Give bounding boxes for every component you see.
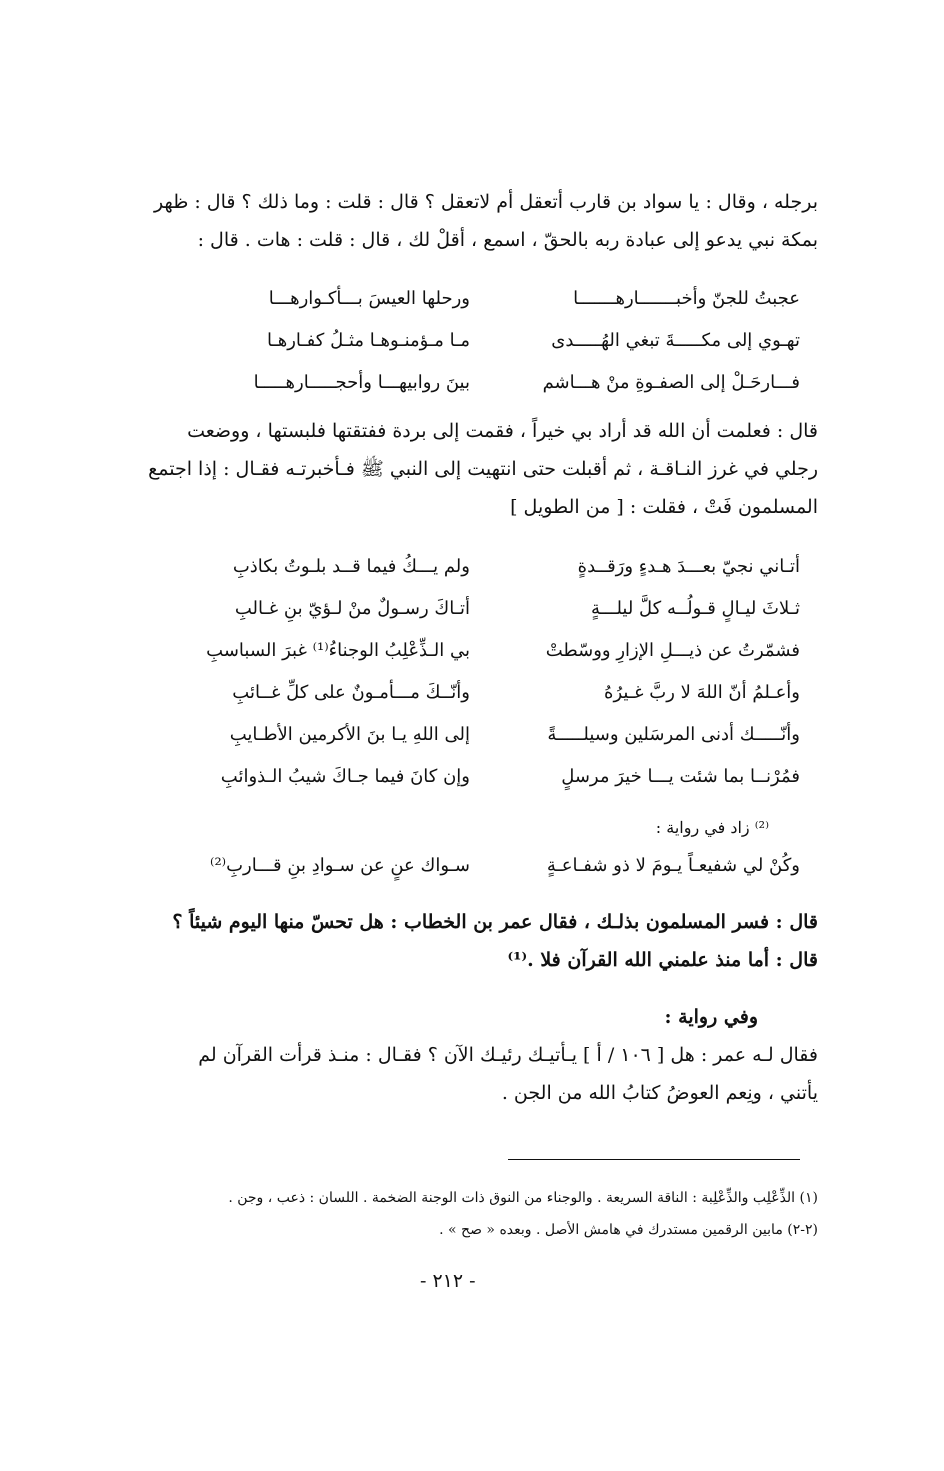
hemistich-second: ولم يـــكُ فيما قــد بلـوتُ بكاذبِ xyxy=(232,556,470,577)
text-line: فقال لـه عمر : هل [ ١٠٦ / أ ] يـأتيـك رئيـك الآن ؟ فقـال : منـذ قرأت القرآن لم xyxy=(198,1044,818,1066)
text-line: يأتني ، ونِعم العوضُ كتابُ الله من الجن . xyxy=(501,1082,818,1104)
hemistich-first: عجبتُ للجنّ وأخبـــــــارهـــــــا xyxy=(573,288,800,309)
hemistich-first: أتـاني نجيّ بعـــدَ هـدءٍ ورَقــدةٍ xyxy=(577,556,800,577)
poem-verse-3 xyxy=(150,845,800,887)
hemistich-first: وأعـلمُ أنّ اللهَ لا ربَّ غـيرُهُ xyxy=(604,682,800,703)
hemistich-second: ورحلها العيسَ بـــأكـوارهـــا xyxy=(268,288,470,309)
verse-line xyxy=(150,588,800,630)
hemistich-first: فشمّرتُ عن ذيـــلِ الإزارِ ووسّطتْ xyxy=(545,640,800,661)
verse-line xyxy=(150,278,800,320)
intro-paragraph xyxy=(118,183,818,259)
footnote: (٢-٢) مابين الرقمين مستدرك في هامش الأصل . وبعده « صح » . xyxy=(439,1222,818,1238)
variant-note-label: ⁽²⁾ زاد في رواية : xyxy=(655,818,769,837)
hemistich-second: وأنّــكَ مـــأمـونٌ على كلِّ غــائبِ xyxy=(232,682,470,703)
hemistich-second: سـواك عنٍ عن سـوادِ بنِ قـــاربِ⁽²⁾ xyxy=(210,855,470,876)
verse-line xyxy=(150,672,800,714)
hemistich-first: فمُرْنــا بما شئت يـــا خيرَ مرسلٍ xyxy=(561,766,800,787)
text-line: بمكة نبي يدعو إلى عبادة ربه بالحقّ ، اسمع ، أقلْ لك ، قال : قلت : هات . قال : xyxy=(197,229,818,251)
hemistich-second: وإن كانَ فيما جـاكَ شيبُ الـذوائبِ xyxy=(220,766,470,787)
hemistich-second: بي الـذِّعْلِبُ الوجناءُ⁽¹⁾ غبرَ السباسبِ xyxy=(206,640,470,661)
hemistich-first: فـــارحَـلْ إلى الصفـوةِ منْ هـــاشم xyxy=(542,372,800,393)
footnote: (١) الذِّعْلِب والذِّعْلِبة : الناقة السريعة . والوجناء من النوق ذات الوجنة الضخمة . اللسان : ذعب ، وجن . xyxy=(228,1190,818,1206)
narrative-paragraph xyxy=(118,412,818,526)
narrative-paragraph xyxy=(118,903,818,979)
footnotes xyxy=(118,1182,818,1246)
hemistich-second: أتـاكَ رسـولٌ منْ لـؤيّ بنِ غـالبِ xyxy=(234,598,470,619)
variant-label: وفي رواية : xyxy=(664,1006,758,1028)
verse-line xyxy=(150,630,800,672)
hemistich-first: ثـلاثَ ليـالٍ قـولُــه كلَّ ليلـــةٍ xyxy=(590,598,800,619)
text-line: برجله ، وقال : يا سواد بن قارب أتعقل أم لاتعقل ؟ قال : قلت : وما ذلك ؟ قال : ظهر xyxy=(153,191,818,213)
hemistich-second: بينَ روابيهـــا وأحجـــــارهـــــا xyxy=(253,372,470,393)
variant-paragraph xyxy=(118,998,818,1112)
poem-verse-1 xyxy=(150,278,800,404)
text-line: المسلمون فَتْ ، فقلت : [ من الطويل ] xyxy=(510,496,818,518)
poem-verse-2 xyxy=(150,546,800,798)
verse-line xyxy=(150,845,800,887)
page-number: - ٢١٢ - xyxy=(420,1270,476,1292)
text-line: رجلي في غرز النـاقـة ، ثم أقبلت حتى انتهيت إلى النبي ﷺ فـأخبرتـه فقـال : إذا اجتمع xyxy=(148,458,818,480)
hemistich-first: وأنّـــــك أدنى المرسَلين وسيلـــــةً xyxy=(547,724,800,745)
verse-line xyxy=(150,756,800,798)
hemistich-first: تهـوي إلى مكـــــةَ تبغي الهُـــــدى xyxy=(551,330,800,351)
text-line: قال : أما منذ علمني الله القرآن فلا .⁽¹⁾ xyxy=(507,949,818,971)
verse-line xyxy=(150,546,800,588)
text-line: قال : فعلمت أن الله قد أراد بي خيراً ، فقمت إلى بردة ففتقتها فلبستها ، ووضعت xyxy=(187,420,818,442)
text-line: قال : فسر المسلمون بذلـك ، فقال عمر بن الخطاب : هل تحسّ منها اليوم شيئاً ؟ xyxy=(172,911,818,933)
verse-line xyxy=(150,362,800,404)
footnote-separator xyxy=(508,1159,800,1160)
hemistich-first: وكُنْ لي شفيعـاً يـومَ لا ذو شفـاعـةٍ xyxy=(546,855,800,876)
verse-line xyxy=(150,320,800,362)
hemistich-second: إلى اللهِ يـا بنَ الأكرمين الأطـايبِ xyxy=(229,724,470,745)
verse-line xyxy=(150,714,800,756)
hemistich-second: مـا مـؤمنـوهـا مثـلُ كفـارهـا xyxy=(266,330,470,351)
